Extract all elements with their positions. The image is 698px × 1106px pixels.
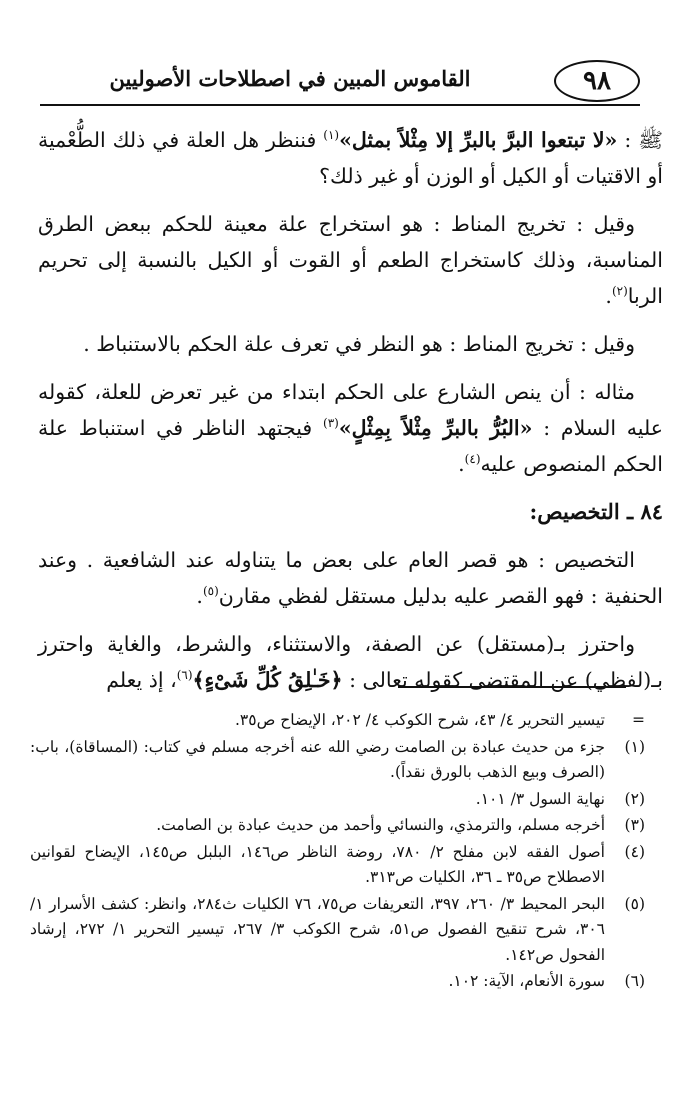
footnote-text: أصول الفقه لابن مفلح ٢/ ٧٨٠، روضة الناظر ص١٤٦، البلبل ص١٤٥، الإيضاح لقوانين الاصطلاح ص٣٥ ـ ٣٦، الكليات ص٣١٣. [30,842,605,886]
footnote-ref-5: (٥) [202,584,219,599]
footnote-continued [30,708,645,734]
running-title: القاموس المبين في اصطلاحات الأصوليين [109,66,471,91]
paragraph-2-text: وقيل : تخريج المناط : هو استخراج علة معينة للحكم ببعض الطرق المناسبة، وذلك كاستخراج الطعم أو القوت أو الكيل بالنسبة إلى تحريم الربا [38,212,663,308]
section-heading: ٨٤ ـ التخصيص: [529,499,663,524]
hadith-quote-2: «البُرُّ بالبرِّ مِثْلاً بِمِثْلٍ» [338,416,533,440]
footnote-marker: (٦) [624,972,645,990]
paragraph-6-end: ، إذ يعلم [106,668,177,692]
footnote-marker: (٤) [624,842,645,861]
paragraph-1 [38,122,663,194]
paragraph-4 [38,374,663,482]
paragraph-1-text: فننظر هل العلة في ذلك الطُّعْمية أو الاقتيات أو الكيل أو الوزن أو غير ذلك؟ [38,128,663,188]
footnote-text: جزء من حديث عبادة بن الصامت رضي الله عنه أخرجه مسلم في كتاب: (المساقاة)، باب: (الصرف وبيع الذهب بالورق نقداً). [30,737,605,781]
footnote-marker: (٥) [624,894,645,913]
paragraph-4-text-2: فيجتهد الناظر في استنباط علة الحكم المنصوص عليه [38,416,663,476]
footnote-ref-6: (٦) [176,668,193,683]
footnote-divider [398,686,626,688]
footnote-ref-1: (١) [323,128,340,143]
footnote-6 [30,969,645,995]
footnote-ref-3: (٣) [323,416,339,431]
footnote-5 [30,892,645,969]
footnote-text: البحر المحيط ٣/ ٢٦٠، ٣٩٧، التعريفات ص٧٥، ٧٦ الكليات ث٢٨٤، وانظر: كشف الأسرار ١/ ٣٠٦، شرح تنقيح الفصول ص٥١، شرح الكوكب ٣/ ٢٦٧، تيسير التحرير ١/ ٢٧٢، إرشاد الفحول ص١٤٢. [30,894,605,964]
footnote-text: تيسير التحرير ٤/ ٤٣، شرح الكوكب ٤/ ٢٠٢، الإيضاح ص٣٥. [234,711,605,729]
paragraph-5-end: . [196,584,203,608]
footnote-3 [30,813,645,839]
footnote-4 [30,840,645,891]
quran-quote: ﴿خَـٰلِقُ كُلِّ شَىْءٍ﴾ [192,668,343,692]
paragraph-4-text: مثاله : أن ينص الشارع على الحكم ابتداء من غير تعرض للعلة، كقوله عليه السلام : [38,380,663,440]
footnote-marker: (٢) [624,789,645,808]
footnote-1 [30,735,645,786]
footnote-ref-2: (٢) [611,284,628,299]
header-divider [40,104,640,106]
paragraph-4-end: . [458,452,465,476]
footnote-text: سورة الأنعام، الآية: ١٠٢. [448,972,605,990]
footnote-ref-4: (٤) [464,452,481,467]
paragraph-5-text: التخصيص : هو قصر العام على بعض ما يتناوله عند الشافعية . وعند الحنفية : فهو القصر عليه بدليل مستقل لفظي مقارن [38,548,663,608]
paragraph-3: وقيل : تخريج المناط : هو النظر في تعرف علة الحكم بالاستنباط . [83,332,635,356]
main-text [38,122,663,710]
footnote-text: نهاية السول ٣/ ١٠١. [475,789,605,808]
paragraph-5 [38,542,663,614]
footnote-marker: (١) [624,737,645,756]
footnotes [30,708,645,996]
hadith-quote: «لا تبتعوا البرَّ بالبرِّ إلا مِثْلاً بمثل» [339,128,618,152]
footnote-marker: = [632,711,645,729]
page-number: ٩٨ [554,60,640,102]
paragraph-2 [38,206,663,314]
paragraph-2-end: . [605,284,612,308]
footnote-2 [30,787,645,813]
footnote-marker: (٣) [624,816,645,834]
page-header [40,60,640,112]
footnote-text: أخرجه مسلم، والترمذي، والنسائي وأحمد من حديث عبادة بن الصامت. [156,816,605,834]
paragraph-6-text: واحترز بـ(مستقل) عن الصفة، والاستثناء، والشرط، والغاية واحترز بـ(لفظي) عن المقتضى كقوله تعالى : [38,632,663,692]
hadith-intro: ﷺ : [624,128,663,152]
